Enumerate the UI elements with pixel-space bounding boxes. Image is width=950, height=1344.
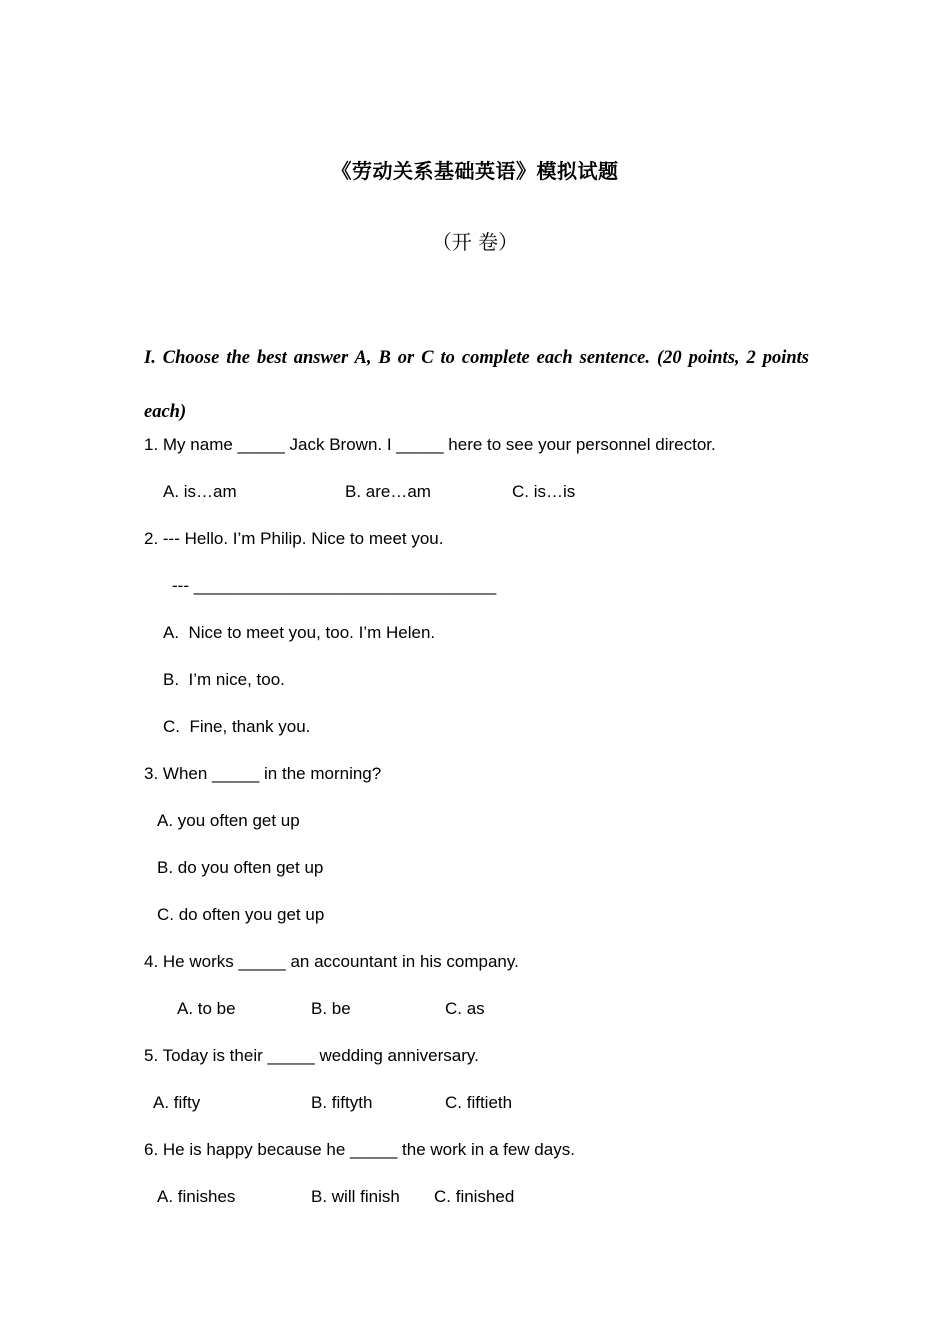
question-5-stem: 5. Today is their _____ wedding anniversary. [144, 1046, 479, 1065]
question-1-option-b: B. are…am [345, 482, 431, 501]
question-5-option-b: B. fiftyth [311, 1093, 373, 1112]
question-2-option-c: C. Fine, thank you. [163, 717, 311, 736]
question-6-option-c: C. finished [434, 1187, 515, 1206]
question-4-option-b: B. be [311, 999, 351, 1018]
question-4-stem: 4. He works _____ an accountant in his company. [144, 952, 519, 971]
question-5-option-c: C. fiftieth [445, 1093, 513, 1112]
question-6-option-b: B. will finish [311, 1187, 400, 1206]
question-2-stem: 2. --- Hello. I’m Philip. Nice to meet you. [144, 529, 444, 548]
question-1-option-a: A. is…am [163, 482, 237, 501]
exam-subtitle: （开 卷） [431, 230, 519, 254]
question-2-option-a: A. Nice to meet you, too. I’m Helen. [163, 623, 436, 642]
question-4-option-c: C. as [445, 999, 485, 1018]
question-2-option-b: B. I’m nice, too. [163, 670, 285, 689]
question-3-option-a: A. you often get up [157, 811, 300, 830]
question-3-option-c: C. do often you get up [157, 905, 325, 924]
section-heading: I. Choose the best answer A, B or C to complete each sentence. (20 points, 2 points each) [144, 348, 809, 422]
question-4-option-a: A. to be [177, 999, 236, 1018]
question-5-option-a: A. fifty [153, 1093, 201, 1112]
question-3-stem: 3. When _____ in the morning? [144, 764, 382, 783]
question-1-stem: 1. My name _____ Jack Brown. I _____ here to see your personnel director. [144, 435, 716, 454]
question-1-option-c: C. is…is [512, 482, 576, 501]
question-2-reply-blank: --- ________________________________ [172, 576, 497, 595]
question-3-option-b: B. do you often get up [157, 858, 324, 877]
question-6-option-a: A. finishes [157, 1187, 236, 1206]
question-6-stem: 6. He is happy because he _____ the work in a few days. [144, 1140, 575, 1159]
exam-title: 《劳动关系基础英语》模拟试题 [331, 159, 619, 183]
